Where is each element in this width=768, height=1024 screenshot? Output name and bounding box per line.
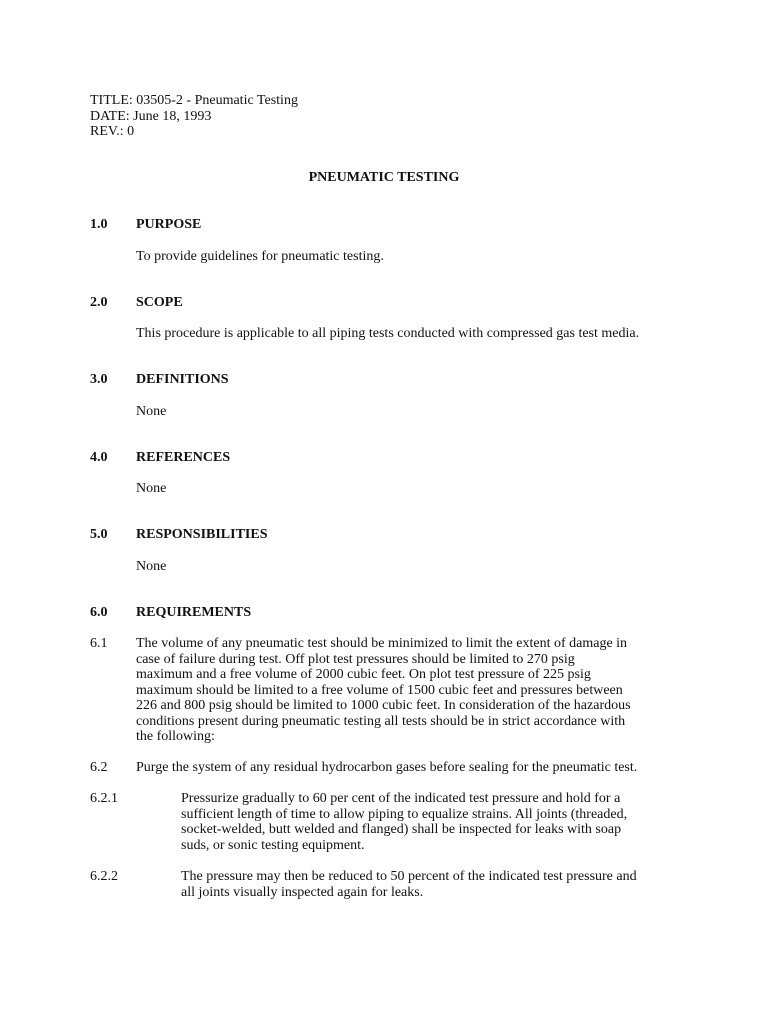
section-heading-references	[90, 450, 230, 466]
section-number: 1.0	[90, 217, 108, 232]
date-line: DATE: June 18, 1993	[90, 108, 212, 124]
item-text: The pressure may then be reduced to 50 percent of the indicated test pressure and all joints visually inspected again for leaks.	[181, 869, 637, 900]
section-number: 2.0	[90, 295, 108, 310]
item-text: Pressurize gradually to 60 per cent of the indicated test pressure and hold for a sufficient length of time to allow piping to equalize strains. All joints (threaded, socket-welded, butt welded and flanged) shall be inspected for leaks with soap suds, or sonic testing equipment.	[181, 791, 628, 853]
section-heading-requirements	[90, 605, 251, 621]
section-title: RESPONSIBILITIES	[136, 527, 268, 542]
section-title: DEFINITIONS	[136, 372, 229, 387]
section-number: 4.0	[90, 450, 108, 465]
item-text: The volume of any pneumatic test should be minimized to limit the extent of damage in case of failure during test. Off plot test pressures should be limited to 270 psig maximum and a free volume of 2000 cubic feet. On plot test pressure of 225 psig maximum should be limited to a free volume of 1500 cubic feet and pressures between 226 and 800 psig should be limited to 1000 cubic feet. In consideration of the hazardous conditions present during pneumatic testing all tests should be in strict accordance with the following:	[136, 636, 631, 744]
document-title	[0, 170, 768, 186]
section-body-references: None	[136, 481, 167, 496]
title-line: TITLE: 03505-2 - Pneumatic Testing	[90, 93, 298, 108]
section-title: REFERENCES	[136, 450, 231, 465]
section-title: PURPOSE	[136, 217, 202, 232]
item-number: 6.2.1	[90, 791, 118, 806]
section-body-scope: This procedure is applicable to all piping tests conducted with compressed gas test media.	[136, 326, 640, 341]
section-heading-scope	[90, 295, 183, 311]
section-number: 6.0	[90, 605, 108, 620]
section-heading-definitions	[90, 372, 229, 388]
item-number: 6.2.2	[90, 869, 118, 884]
item-number: 6.2	[90, 760, 108, 775]
item-number: 6.1	[90, 636, 108, 651]
section-body-definitions: None	[136, 404, 167, 419]
section-number: 3.0	[90, 372, 108, 387]
section-heading-responsibilities	[90, 527, 268, 543]
section-body-purpose: To provide guidelines for pneumatic testing.	[136, 249, 384, 264]
document-header	[90, 93, 690, 140]
section-body-responsibilities: None	[136, 559, 167, 574]
revision-line: REV.: 0	[90, 124, 135, 139]
section-heading-purpose	[90, 217, 201, 233]
section-title: SCOPE	[136, 295, 183, 310]
item-text: Purge the system of any residual hydrocarbon gases before sealing for the pneumatic test.	[136, 760, 638, 775]
section-number: 5.0	[90, 527, 108, 542]
document-title-text: PNEUMATIC TESTING	[308, 170, 460, 185]
section-title: REQUIREMENTS	[136, 605, 252, 620]
